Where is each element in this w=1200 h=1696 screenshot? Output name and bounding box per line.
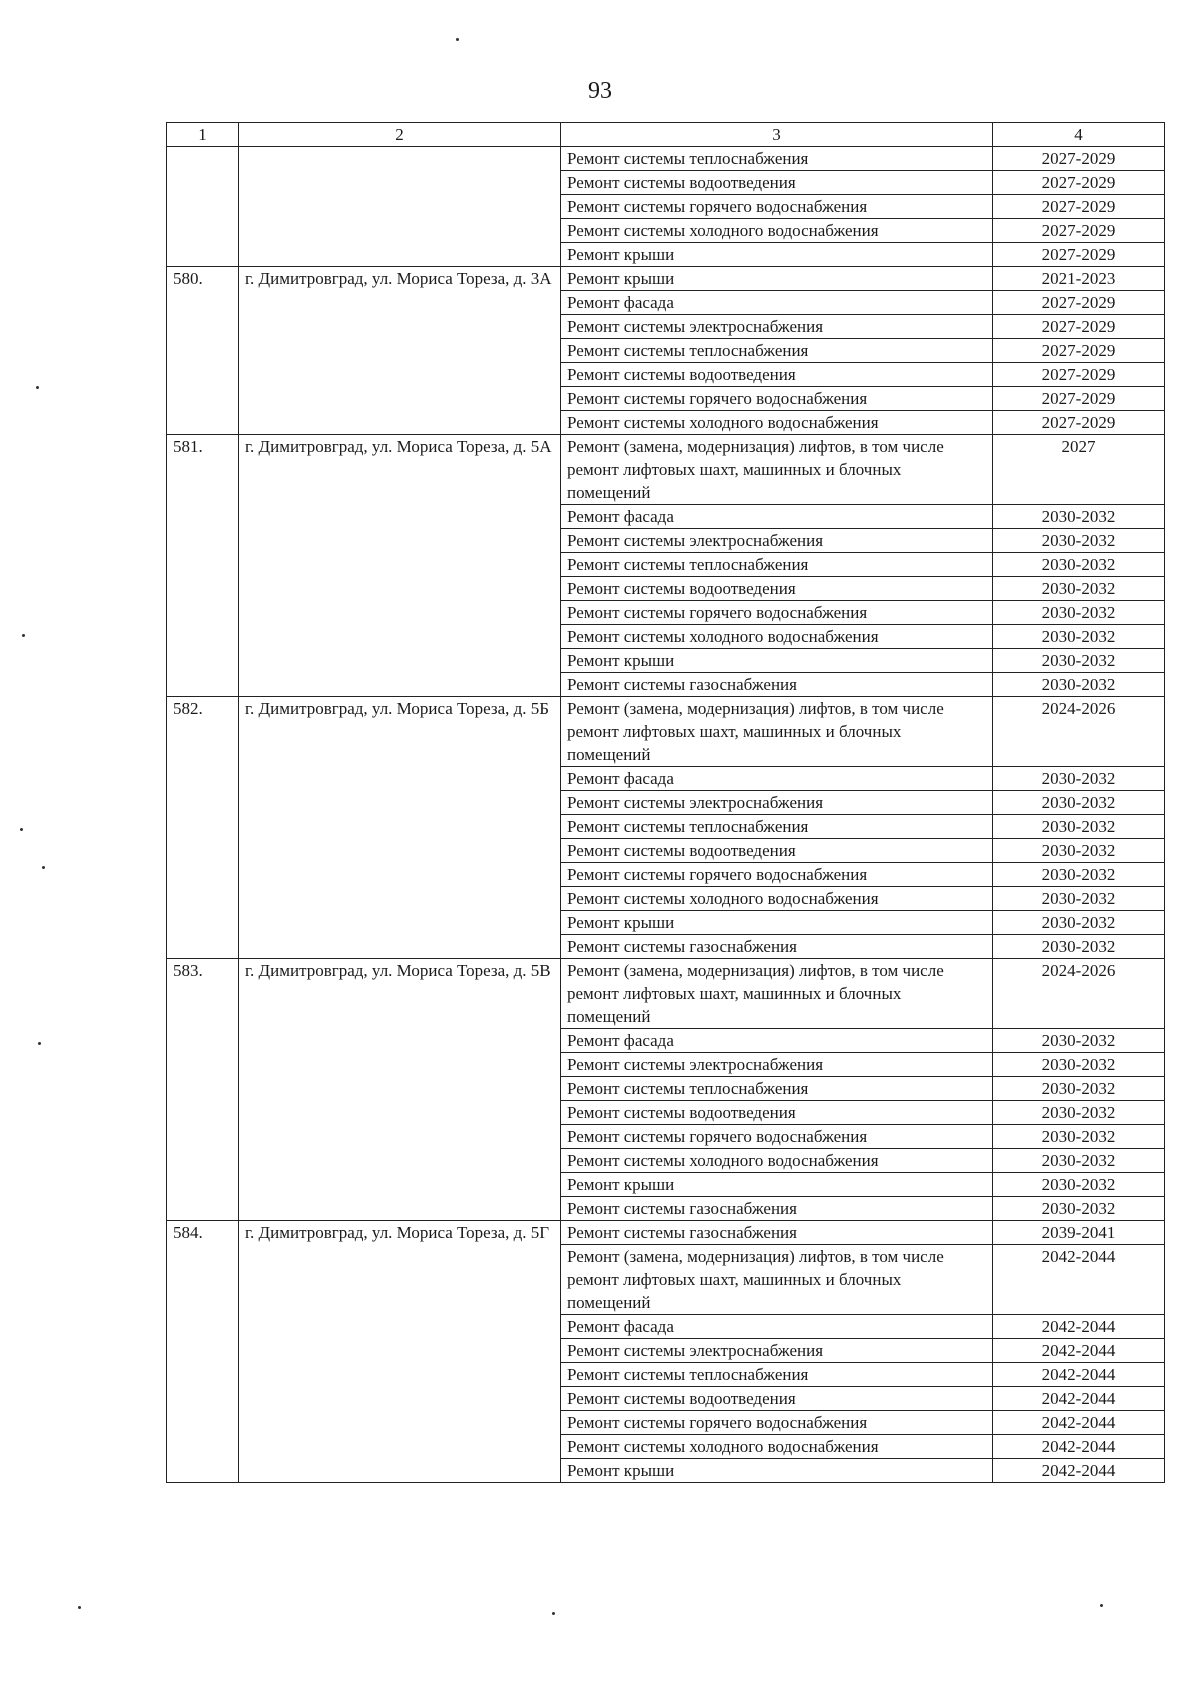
scan-speck bbox=[456, 38, 459, 41]
table-row bbox=[167, 219, 1165, 243]
row-number bbox=[167, 387, 239, 411]
work-period: 2042-2044 bbox=[993, 1435, 1165, 1459]
row-number bbox=[167, 1363, 239, 1387]
building-address bbox=[239, 791, 561, 815]
work-type: Ремонт крыши bbox=[561, 1173, 993, 1197]
building-address bbox=[239, 291, 561, 315]
work-period: 2027-2029 bbox=[993, 411, 1165, 435]
work-period: 2030-2032 bbox=[993, 1173, 1165, 1197]
row-number bbox=[167, 315, 239, 339]
row-number bbox=[167, 1459, 239, 1483]
building-address bbox=[239, 863, 561, 887]
scan-speck bbox=[1100, 1604, 1103, 1607]
table-row bbox=[167, 505, 1165, 529]
table-body bbox=[167, 147, 1165, 1483]
row-number bbox=[167, 767, 239, 791]
building-address: г. Димитровград, ул. Мориса Тореза, д. 5А bbox=[239, 435, 561, 505]
work-type: Ремонт системы горячего водоснабжения bbox=[561, 601, 993, 625]
work-period: 2027-2029 bbox=[993, 195, 1165, 219]
table-row bbox=[167, 315, 1165, 339]
table-row bbox=[167, 601, 1165, 625]
work-type: Ремонт фасада bbox=[561, 505, 993, 529]
building-address bbox=[239, 625, 561, 649]
building-address bbox=[239, 1435, 561, 1459]
repair-schedule-table bbox=[166, 122, 1165, 1483]
table-row bbox=[167, 1387, 1165, 1411]
work-type: Ремонт системы холодного водоснабжения bbox=[561, 887, 993, 911]
row-number: 582. bbox=[167, 697, 239, 767]
work-type: Ремонт системы горячего водоснабжения bbox=[561, 195, 993, 219]
building-address bbox=[239, 1197, 561, 1221]
building-address bbox=[239, 529, 561, 553]
work-period: 2042-2044 bbox=[993, 1315, 1165, 1339]
building-address bbox=[239, 147, 561, 171]
row-number bbox=[167, 1387, 239, 1411]
building-address: г. Димитровград, ул. Мориса Тореза, д. 3А bbox=[239, 267, 561, 291]
work-type: Ремонт (замена, модернизация) лифтов, в том числе ремонт лифтовых шахт, машинных и блочных помещений bbox=[561, 697, 993, 767]
table-row bbox=[167, 1149, 1165, 1173]
work-period: 2030-2032 bbox=[993, 911, 1165, 935]
row-number: 580. bbox=[167, 267, 239, 291]
row-number bbox=[167, 1435, 239, 1459]
table-row bbox=[167, 1029, 1165, 1053]
building-address bbox=[239, 935, 561, 959]
scan-speck bbox=[552, 1612, 555, 1615]
row-number: 581. bbox=[167, 435, 239, 505]
work-type: Ремонт (замена, модернизация) лифтов, в том числе ремонт лифтовых шахт, машинных и блочных помещений bbox=[561, 959, 993, 1029]
work-period: 2030-2032 bbox=[993, 601, 1165, 625]
work-type: Ремонт (замена, модернизация) лифтов, в том числе ремонт лифтовых шахт, машинных и блочных помещений bbox=[561, 1245, 993, 1315]
work-type: Ремонт системы горячего водоснабжения bbox=[561, 1411, 993, 1435]
row-number bbox=[167, 219, 239, 243]
building-address bbox=[239, 363, 561, 387]
row-number bbox=[167, 553, 239, 577]
row-number bbox=[167, 935, 239, 959]
work-type: Ремонт крыши bbox=[561, 911, 993, 935]
table-row bbox=[167, 1221, 1165, 1245]
row-number bbox=[167, 1245, 239, 1315]
building-address bbox=[239, 1459, 561, 1483]
table-row bbox=[167, 435, 1165, 505]
row-number bbox=[167, 1149, 239, 1173]
building-address bbox=[239, 1149, 561, 1173]
work-period: 2042-2044 bbox=[993, 1245, 1165, 1315]
work-period: 2027-2029 bbox=[993, 387, 1165, 411]
table-row bbox=[167, 577, 1165, 601]
table-row bbox=[167, 195, 1165, 219]
work-period: 2024-2026 bbox=[993, 697, 1165, 767]
work-type: Ремонт системы теплоснабжения bbox=[561, 553, 993, 577]
work-type: Ремонт системы электроснабжения bbox=[561, 529, 993, 553]
work-type: Ремонт фасада bbox=[561, 1315, 993, 1339]
page-number: 93 bbox=[588, 78, 612, 104]
row-number bbox=[167, 1053, 239, 1077]
work-period: 2042-2044 bbox=[993, 1387, 1165, 1411]
building-address bbox=[239, 1339, 561, 1363]
row-number bbox=[167, 1101, 239, 1125]
row-number bbox=[167, 911, 239, 935]
work-type: Ремонт фасада bbox=[561, 1029, 993, 1053]
building-address bbox=[239, 1387, 561, 1411]
table-row bbox=[167, 1339, 1165, 1363]
row-number: 584. bbox=[167, 1221, 239, 1245]
row-number bbox=[167, 863, 239, 887]
work-type: Ремонт системы электроснабжения bbox=[561, 791, 993, 815]
table-row bbox=[167, 1053, 1165, 1077]
work-type: Ремонт фасада bbox=[561, 767, 993, 791]
table-row bbox=[167, 1173, 1165, 1197]
table-row bbox=[167, 935, 1165, 959]
building-address bbox=[239, 887, 561, 911]
table-row bbox=[167, 791, 1165, 815]
work-period: 2030-2032 bbox=[993, 577, 1165, 601]
row-number bbox=[167, 195, 239, 219]
row-number bbox=[167, 1173, 239, 1197]
table-row bbox=[167, 767, 1165, 791]
row-number bbox=[167, 791, 239, 815]
work-period: 2030-2032 bbox=[993, 1029, 1165, 1053]
work-period: 2027-2029 bbox=[993, 219, 1165, 243]
work-period: 2027-2029 bbox=[993, 171, 1165, 195]
header-col-1: 1 bbox=[167, 123, 239, 147]
building-address bbox=[239, 1363, 561, 1387]
table-row bbox=[167, 1197, 1165, 1221]
work-period: 2030-2032 bbox=[993, 1077, 1165, 1101]
building-address bbox=[239, 171, 561, 195]
work-period: 2027 bbox=[993, 435, 1165, 505]
work-type: Ремонт системы теплоснабжения bbox=[561, 339, 993, 363]
table-row bbox=[167, 147, 1165, 171]
work-period: 2042-2044 bbox=[993, 1363, 1165, 1387]
row-number bbox=[167, 1077, 239, 1101]
table-row bbox=[167, 1125, 1165, 1149]
table-row bbox=[167, 839, 1165, 863]
table-row bbox=[167, 1459, 1165, 1483]
scan-speck bbox=[22, 634, 25, 637]
work-period: 2027-2029 bbox=[993, 363, 1165, 387]
work-period: 2030-2032 bbox=[993, 863, 1165, 887]
work-period: 2030-2032 bbox=[993, 553, 1165, 577]
row-number bbox=[167, 171, 239, 195]
row-number bbox=[167, 1029, 239, 1053]
row-number bbox=[167, 243, 239, 267]
building-address bbox=[239, 649, 561, 673]
work-type: Ремонт системы электроснабжения bbox=[561, 1339, 993, 1363]
building-address bbox=[239, 505, 561, 529]
work-period: 2030-2032 bbox=[993, 649, 1165, 673]
work-period: 2021-2023 bbox=[993, 267, 1165, 291]
table-row bbox=[167, 1435, 1165, 1459]
work-period: 2030-2032 bbox=[993, 767, 1165, 791]
building-address bbox=[239, 1315, 561, 1339]
row-number bbox=[167, 339, 239, 363]
table-row bbox=[167, 863, 1165, 887]
table-row bbox=[167, 243, 1165, 267]
row-number bbox=[167, 601, 239, 625]
row-number bbox=[167, 147, 239, 171]
row-number bbox=[167, 1339, 239, 1363]
table-row bbox=[167, 411, 1165, 435]
building-address bbox=[239, 601, 561, 625]
work-type: Ремонт системы газоснабжения bbox=[561, 935, 993, 959]
table-row bbox=[167, 697, 1165, 767]
building-address bbox=[239, 673, 561, 697]
table-row bbox=[167, 815, 1165, 839]
building-address bbox=[239, 1173, 561, 1197]
work-period: 2027-2029 bbox=[993, 315, 1165, 339]
row-number bbox=[167, 887, 239, 911]
work-period: 2030-2032 bbox=[993, 1125, 1165, 1149]
table-row bbox=[167, 673, 1165, 697]
table-row bbox=[167, 267, 1165, 291]
row-number: 583. bbox=[167, 959, 239, 1029]
work-type: Ремонт системы холодного водоснабжения bbox=[561, 219, 993, 243]
work-period: 2030-2032 bbox=[993, 791, 1165, 815]
building-address bbox=[239, 1053, 561, 1077]
scan-speck bbox=[42, 866, 45, 869]
row-number bbox=[167, 673, 239, 697]
building-address bbox=[239, 1245, 561, 1315]
row-number bbox=[167, 815, 239, 839]
work-type: Ремонт системы газоснабжения bbox=[561, 1221, 993, 1245]
table-row bbox=[167, 887, 1165, 911]
work-type: Ремонт системы теплоснабжения bbox=[561, 1363, 993, 1387]
table-row bbox=[167, 911, 1165, 935]
building-address bbox=[239, 1029, 561, 1053]
work-period: 2030-2032 bbox=[993, 1197, 1165, 1221]
row-number bbox=[167, 291, 239, 315]
row-number bbox=[167, 529, 239, 553]
work-period: 2030-2032 bbox=[993, 1101, 1165, 1125]
table-row bbox=[167, 387, 1165, 411]
building-address bbox=[239, 1411, 561, 1435]
work-period: 2030-2032 bbox=[993, 673, 1165, 697]
building-address bbox=[239, 315, 561, 339]
work-type: Ремонт системы холодного водоснабжения bbox=[561, 1149, 993, 1173]
work-type: Ремонт системы теплоснабжения bbox=[561, 1077, 993, 1101]
building-address bbox=[239, 839, 561, 863]
work-type: Ремонт (замена, модернизация) лифтов, в том числе ремонт лифтовых шахт, машинных и блочных помещений bbox=[561, 435, 993, 505]
table-row bbox=[167, 363, 1165, 387]
work-type: Ремонт крыши bbox=[561, 1459, 993, 1483]
scan-speck bbox=[20, 828, 23, 831]
work-type: Ремонт системы водоотведения bbox=[561, 1101, 993, 1125]
work-type: Ремонт крыши bbox=[561, 267, 993, 291]
row-number bbox=[167, 839, 239, 863]
building-address bbox=[239, 911, 561, 935]
table-row bbox=[167, 339, 1165, 363]
work-period: 2030-2032 bbox=[993, 505, 1165, 529]
work-period: 2030-2032 bbox=[993, 935, 1165, 959]
work-period: 2042-2044 bbox=[993, 1459, 1165, 1483]
row-number bbox=[167, 649, 239, 673]
work-period: 2042-2044 bbox=[993, 1339, 1165, 1363]
work-type: Ремонт системы холодного водоснабжения bbox=[561, 411, 993, 435]
table-row bbox=[167, 1101, 1165, 1125]
work-type: Ремонт системы водоотведения bbox=[561, 363, 993, 387]
row-number bbox=[167, 1197, 239, 1221]
work-type: Ремонт системы теплоснабжения bbox=[561, 147, 993, 171]
row-number bbox=[167, 411, 239, 435]
work-type: Ремонт системы электроснабжения bbox=[561, 315, 993, 339]
work-period: 2027-2029 bbox=[993, 147, 1165, 171]
work-type: Ремонт системы газоснабжения bbox=[561, 1197, 993, 1221]
row-number bbox=[167, 625, 239, 649]
work-type: Ремонт системы горячего водоснабжения bbox=[561, 1125, 993, 1149]
work-period: 2030-2032 bbox=[993, 529, 1165, 553]
building-address bbox=[239, 219, 561, 243]
work-type: Ремонт системы водоотведения bbox=[561, 577, 993, 601]
work-type: Ремонт системы холодного водоснабжения bbox=[561, 625, 993, 649]
work-type: Ремонт системы горячего водоснабжения bbox=[561, 863, 993, 887]
table-row bbox=[167, 171, 1165, 195]
work-type: Ремонт системы водоотведения bbox=[561, 171, 993, 195]
work-period: 2030-2032 bbox=[993, 887, 1165, 911]
building-address: г. Димитровград, ул. Мориса Тореза, д. 5Г bbox=[239, 1221, 561, 1245]
building-address bbox=[239, 195, 561, 219]
building-address: г. Димитровград, ул. Мориса Тореза, д. 5В bbox=[239, 959, 561, 1029]
row-number bbox=[167, 1125, 239, 1149]
work-period: 2030-2032 bbox=[993, 1149, 1165, 1173]
work-type: Ремонт системы холодного водоснабжения bbox=[561, 1435, 993, 1459]
table-row bbox=[167, 553, 1165, 577]
building-address bbox=[239, 577, 561, 601]
row-number bbox=[167, 577, 239, 601]
work-type: Ремонт системы водоотведения bbox=[561, 839, 993, 863]
work-period: 2024-2026 bbox=[993, 959, 1165, 1029]
row-number bbox=[167, 1411, 239, 1435]
work-type: Ремонт крыши bbox=[561, 649, 993, 673]
building-address bbox=[239, 411, 561, 435]
table-row bbox=[167, 649, 1165, 673]
scan-speck bbox=[38, 1042, 41, 1045]
building-address: г. Димитровград, ул. Мориса Тореза, д. 5Б bbox=[239, 697, 561, 767]
work-period: 2030-2032 bbox=[993, 625, 1165, 649]
scan-speck bbox=[78, 1606, 81, 1609]
work-type: Ремонт крыши bbox=[561, 243, 993, 267]
table-row bbox=[167, 1245, 1165, 1315]
row-number bbox=[167, 1315, 239, 1339]
work-type: Ремонт системы горячего водоснабжения bbox=[561, 387, 993, 411]
building-address bbox=[239, 553, 561, 577]
building-address bbox=[239, 767, 561, 791]
table-row bbox=[167, 1411, 1165, 1435]
scan-speck bbox=[36, 386, 39, 389]
row-number bbox=[167, 363, 239, 387]
row-number bbox=[167, 505, 239, 529]
table-row bbox=[167, 1315, 1165, 1339]
building-address bbox=[239, 1101, 561, 1125]
table-row bbox=[167, 959, 1165, 1029]
table-row bbox=[167, 291, 1165, 315]
work-type: Ремонт системы теплоснабжения bbox=[561, 815, 993, 839]
work-period: 2030-2032 bbox=[993, 839, 1165, 863]
work-period: 2030-2032 bbox=[993, 815, 1165, 839]
table-row bbox=[167, 625, 1165, 649]
work-period: 2027-2029 bbox=[993, 243, 1165, 267]
work-period: 2027-2029 bbox=[993, 291, 1165, 315]
work-period: 2042-2044 bbox=[993, 1411, 1165, 1435]
work-type: Ремонт фасада bbox=[561, 291, 993, 315]
header-col-4: 4 bbox=[993, 123, 1165, 147]
building-address bbox=[239, 387, 561, 411]
work-type: Ремонт системы водоотведения bbox=[561, 1387, 993, 1411]
work-type: Ремонт системы газоснабжения bbox=[561, 673, 993, 697]
work-period: 2030-2032 bbox=[993, 1053, 1165, 1077]
work-period: 2027-2029 bbox=[993, 339, 1165, 363]
table-row bbox=[167, 1077, 1165, 1101]
header-col-2: 2 bbox=[239, 123, 561, 147]
table-row bbox=[167, 1363, 1165, 1387]
work-type: Ремонт системы электроснабжения bbox=[561, 1053, 993, 1077]
header-col-3: 3 bbox=[561, 123, 993, 147]
building-address bbox=[239, 339, 561, 363]
building-address bbox=[239, 815, 561, 839]
building-address bbox=[239, 243, 561, 267]
building-address bbox=[239, 1125, 561, 1149]
table-row bbox=[167, 529, 1165, 553]
work-period: 2039-2041 bbox=[993, 1221, 1165, 1245]
header-row bbox=[167, 123, 1165, 147]
building-address bbox=[239, 1077, 561, 1101]
